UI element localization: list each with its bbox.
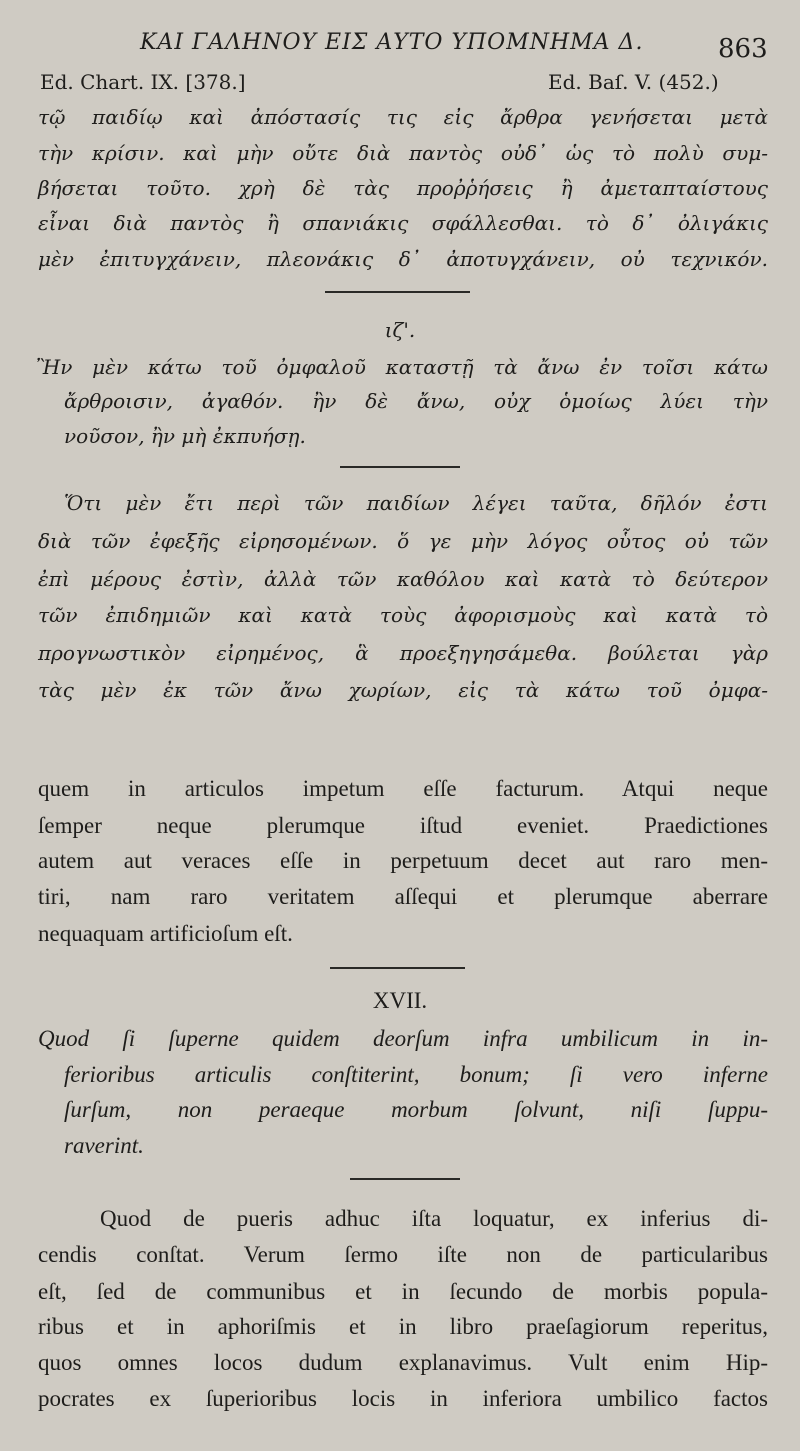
text-line: ἐπὶ μέρους ἐστὶν, ἀλλὰ τῶν καθόλου καὶ κατὰ τὸ δεύτερον	[38, 567, 768, 591]
section-divider	[350, 1178, 460, 1180]
section-divider	[330, 967, 465, 969]
text-line: μὲν ἐπιτυγχάνειν, πλεονάκις δ᾽ ἀποτυγχάνειν, οὐ τεχνικόν.	[38, 247, 768, 271]
text-line: ferioribus articulis conſtiterint, bonum; ſi vero inferne	[64, 1062, 768, 1087]
edition-reference-left: Ed. Chart. IX. [378.]	[40, 70, 246, 94]
text-line: ſemper neque plerumque iſtud eveniet. Praedictiones	[38, 813, 768, 838]
text-line: quem in articulos impetum eſſe facturum. Atqui neque	[38, 776, 768, 801]
text-line: autem aut veraces eſſe in perpetuum decet aut raro men-	[38, 848, 768, 873]
edition-reference-right: Ed. Baſ. V. (452.)	[548, 70, 719, 94]
section-divider	[325, 291, 470, 293]
text-line: τῶν ἐπιδημιῶν καὶ κατὰ τοὺς ἀφορισμοὺς καὶ κατὰ τὸ	[38, 603, 768, 627]
text-line: tiri, nam raro veritatem aſſequi et plerumque aberrare	[38, 884, 768, 909]
text-line: Ὅτι μὲν ἔτι περὶ τῶν παιδίων λέγει ταῦτα, δῆλόν ἐστι	[64, 491, 768, 515]
text-line: τὰς μὲν ἐκ τῶν ἄνω χωρίων, εἰς τὰ κάτω τοῦ ὀμφα-	[38, 678, 768, 702]
text-line: νοῦσον, ἢν μὴ ἐκπυήσῃ.	[64, 424, 306, 448]
text-line: raverint.	[64, 1133, 144, 1158]
text-line: βήσεται τοῦτο. χρὴ δὲ τὰς προῤῥήσεις ἢ ἀμεταπταίστους	[38, 176, 768, 200]
running-title: ΚΑΙ ΓΑΛΗΝΟΥ ΕΙΣ ΑΥΤΟ ΥΠΟΜΝΗΜΑ Δ.	[140, 30, 644, 55]
text-line: ribus et in aphoriſmis et in libro praeſagiorum reperitus,	[38, 1314, 768, 1339]
text-line: eſt, ſed de communibus et in ſecundo de morbis popula-	[38, 1279, 768, 1304]
text-line: τὴν κρίσιν. καὶ μὴν οὔτε διὰ παντὸς οὐδ᾽ ὡς τὸ πολὺ συμ-	[38, 141, 768, 165]
text-line: quos omnes locos dudum explanavimus. Vult enim Hip-	[38, 1350, 768, 1375]
text-line: εἶναι διὰ παντὸς ἢ σπανιάκις σφάλλεσθαι. τὸ δ᾽ ὀλιγάκις	[38, 211, 768, 235]
section-divider	[340, 466, 460, 468]
text-line: nequaquam artificioſum eſt.	[38, 921, 293, 946]
text-line: Quod de pueris adhuc iſta loquatur, ex inferius di-	[100, 1206, 768, 1231]
text-line: διὰ τῶν ἐφεξῆς εἰρησομένων. ὅ γε μὴν λόγος οὗτος οὐ τῶν	[38, 529, 768, 553]
page-number: 863	[718, 34, 768, 64]
text-line: cendis conſtat. Verum ſermo iſte non de particularibus	[38, 1242, 768, 1267]
text-line: Ἢν μὲν κάτω τοῦ ὀμφαλοῦ καταστῇ τὰ ἄνω ἐν τοῖσι κάτω	[36, 355, 768, 379]
latin-section-number: XVII.	[372, 988, 428, 1013]
text-line: ἄρθροισιν, ἀγαθόν. ἢν δὲ ἄνω, οὐχ ὁμοίως λύει τὴν	[64, 389, 768, 413]
text-line: τῷ παιδίῳ καὶ ἀπόστασίς τις εἰς ἄρθρα γενήσεται μετὰ	[38, 105, 768, 129]
text-line: pocrates ex ſuperioribus locis in inferiora umbilico factos	[38, 1386, 768, 1411]
greek-section-number: ιζ'.	[384, 318, 416, 342]
text-line: προγνωστικὸν εἰρημένος, ἃ προεξηγησάμεθα. βούλεται γὰρ	[38, 641, 768, 665]
text-line: Quod ſi ſuperne quidem deorſum infra umbilicum in in-	[38, 1026, 768, 1051]
text-line: ſurſum, non peraeque morbum ſolvunt, niſi ſuppu-	[64, 1097, 768, 1122]
